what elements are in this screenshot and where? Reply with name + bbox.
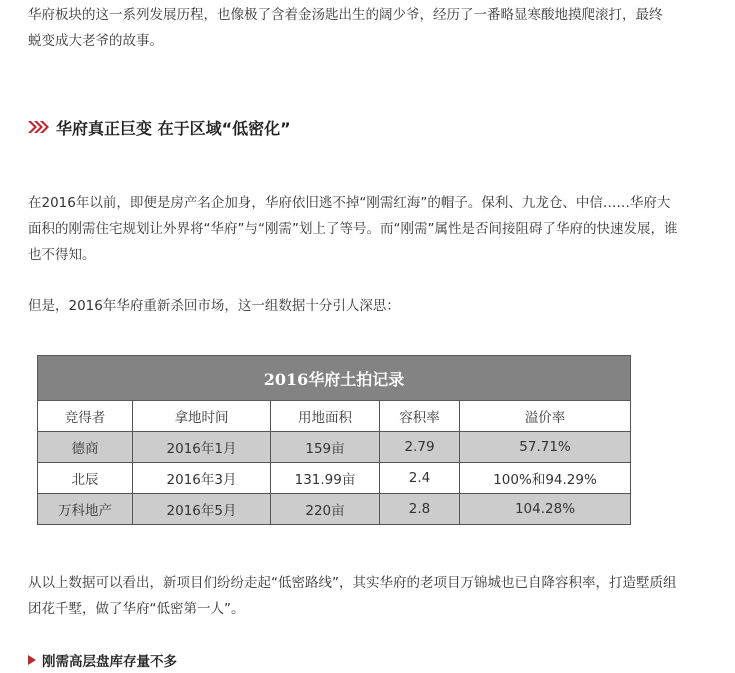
table-title: 2016华府土拍记录 xyxy=(38,356,631,401)
table-cell: 104.28% xyxy=(460,494,631,525)
table-cell: 北辰 xyxy=(38,463,133,494)
table-header-row xyxy=(38,401,631,432)
table-cell: 2016年3月 xyxy=(133,463,271,494)
section-heading xyxy=(28,114,291,140)
table-header-cell: 拿地时间 xyxy=(133,401,271,432)
table-cell: 131.99亩 xyxy=(271,463,380,494)
table-cell: 2.8 xyxy=(380,494,460,525)
table-cell: 德商 xyxy=(38,432,133,463)
table-cell: 2016年1月 xyxy=(133,432,271,463)
land-auction-table xyxy=(37,355,631,525)
sub-heading-text: 刚需高层盘库存量不多 xyxy=(42,654,177,670)
section-heading-text: 华府真正巨变 在于区域“低密化” xyxy=(56,118,291,138)
table-cell: 2016年5月 xyxy=(133,494,271,525)
land-auction-table-wrapper xyxy=(37,355,630,525)
paragraph-1-line-3: 也不得知。 xyxy=(28,247,96,263)
table-row xyxy=(38,432,631,463)
table-row xyxy=(38,494,631,525)
paragraph-3 xyxy=(28,570,708,622)
table-header-cell: 用地面积 xyxy=(271,401,380,432)
table-cell: 100%和94.29% xyxy=(460,463,631,494)
table-cell: 220亩 xyxy=(271,494,380,525)
table-cell: 2.4 xyxy=(380,463,460,494)
paragraph-3-line-1: 从以上数据可以看出，新项目们纷纷走起“低密路线”，其实华府的老项目万锦城也已自降容积率，打造墅质组 xyxy=(28,575,677,591)
intro-paragraph xyxy=(28,2,708,54)
table-header-cell: 容积率 xyxy=(380,401,460,432)
table-header-cell: 竞得者 xyxy=(38,401,133,432)
intro-line-2: 蜕变成大老爷的故事。 xyxy=(28,33,163,49)
triple-chevron-right-icon xyxy=(28,120,50,134)
paragraph-1-line-1: 在2016年以前，即便是房产名企加身，华府依旧逃不掉“刚需红海”的帽子。保利、九龙仓、中信……华府大 xyxy=(28,195,671,211)
triangle-right-icon xyxy=(28,655,36,665)
table-cell: 万科地产 xyxy=(38,494,133,525)
paragraph-1-line-2: 面积的刚需住宅规划让外界将“华府”与“刚需”划上了等号。而“刚需”属性是否间接阻碍了华府的快速发展，谁 xyxy=(28,221,678,237)
table-cell: 2.79 xyxy=(380,432,460,463)
sub-heading xyxy=(28,649,177,671)
paragraph-3-line-2: 团花千墅，做了华府“低密第一人”。 xyxy=(28,601,245,617)
table-row xyxy=(38,463,631,494)
table-header-cell: 溢价率 xyxy=(460,401,631,432)
table-cell: 159亩 xyxy=(271,432,380,463)
paragraph-2-line-1: 但是，2016年华府重新杀回市场，这一组数据十分引人深思： xyxy=(28,298,400,314)
paragraph-1 xyxy=(28,190,708,268)
table-cell: 57.71% xyxy=(460,432,631,463)
intro-line-1: 华府板块的这一系列发展历程，也像极了含着金汤匙出生的阔少爷，经历了一番略显寒酸地摸爬滚打，最终 xyxy=(28,7,663,23)
paragraph-2 xyxy=(28,293,708,319)
